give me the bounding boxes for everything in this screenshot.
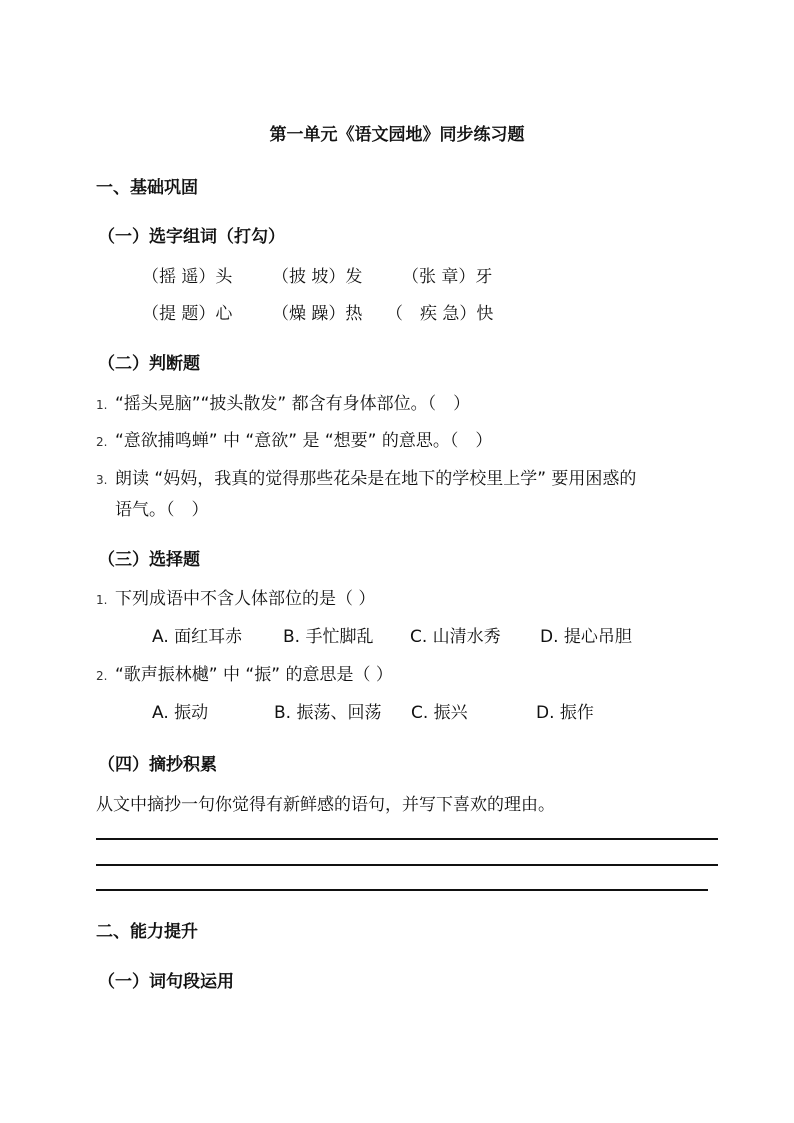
option-a: A. 振动 <box>152 703 209 723</box>
page-title: 第一单元《语文园地》同步练习题 <box>269 125 525 145</box>
judge-item <box>96 464 636 489</box>
question-number: 1. <box>96 593 108 607</box>
part-4-heading: （四）摘抄积累 <box>98 755 217 775</box>
option-b: B. 振荡、回荡 <box>274 703 382 723</box>
choice-question <box>96 584 375 609</box>
option-d: D. 提心吊胆 <box>540 627 632 647</box>
question-number: 2. <box>96 669 108 683</box>
section-1-heading: 一、基础巩固 <box>96 178 198 198</box>
item-number: 2. <box>96 435 108 449</box>
judge-item <box>96 426 492 451</box>
part-3-heading: （三）选择题 <box>98 550 200 570</box>
judge-item <box>96 389 470 414</box>
item-number: 1. <box>96 398 108 412</box>
option-a: A. 面红耳赤 <box>152 627 243 647</box>
question-text: 下列成语中不含人体部位的是（ ） <box>115 589 376 609</box>
choice-question <box>96 660 393 685</box>
copy-instruction: 从文中摘抄一句你觉得有新鲜感的语句，并写下喜欢的理由。 <box>96 795 555 815</box>
option-b: B. 手忙脚乱 <box>283 627 374 647</box>
section-2-heading: 二、能力提升 <box>96 922 198 942</box>
answer-line[interactable] <box>96 889 708 891</box>
answer-line[interactable] <box>96 864 718 866</box>
option-c: C. 山清水秀 <box>410 627 501 647</box>
word-choice-2-1: （提 题）心 <box>142 304 233 324</box>
item-text: 朗读 “妈妈，我真的觉得那些花朵是在地下的学校里上学” 要用困惑的 <box>115 469 637 489</box>
word-choice-1-1: （摇 遥）头 <box>142 267 233 287</box>
answer-line[interactable] <box>96 838 718 840</box>
word-choice-2-2: （燥 躁）热 <box>272 304 363 324</box>
judge-item-continuation: 语气。（ ） <box>115 500 209 520</box>
word-choice-1-2: （披 坡）发 <box>272 267 363 287</box>
option-d: D. 振作 <box>536 703 594 723</box>
item-text: “意欲捕鸣蝉” 中 “意欲” 是 “想要” 的意思。（ ） <box>115 431 493 451</box>
part-2-1-heading: （一）词句段运用 <box>98 972 234 992</box>
word-choice-1-3: （张 章）牙 <box>402 267 493 287</box>
part-2-heading: （二）判断题 <box>98 354 200 374</box>
item-text: “摇头晃脑”“披头散发” 都含有身体部位。（ ） <box>115 394 471 414</box>
word-choice-2-3: （ 疾 急）快 <box>386 304 494 324</box>
option-c: C. 振兴 <box>411 703 468 723</box>
part-1-heading: （一）选字组词（打勾） <box>98 227 285 247</box>
question-text: “歌声振林樾” 中 “振” 的意思是（ ） <box>115 665 393 685</box>
item-number: 3. <box>96 473 108 487</box>
